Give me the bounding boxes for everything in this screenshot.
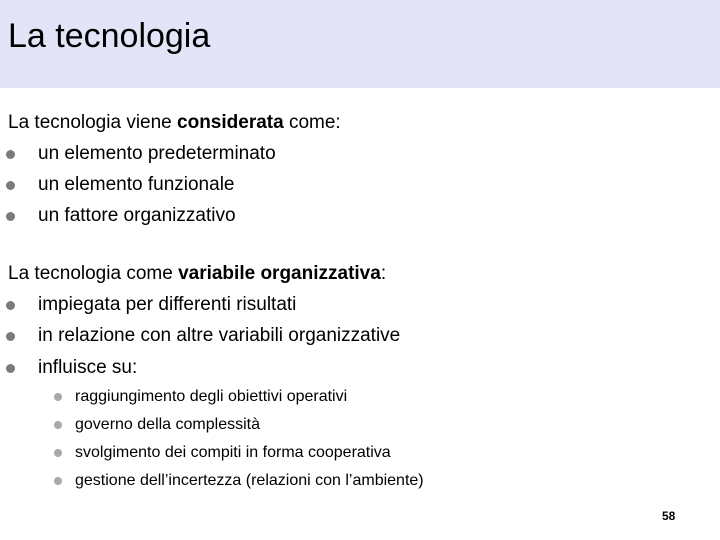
sub-bullet-icon [54, 449, 62, 457]
bullet-icon [6, 332, 15, 341]
section-2-intro-suffix: : [380, 263, 387, 284]
bullet-icon [6, 181, 15, 190]
section-2-intro [8, 262, 386, 286]
sub-item [0, 442, 720, 464]
sub-item [0, 386, 720, 408]
section-1-intro-suffix: come: [283, 112, 341, 133]
page-number: 58 [662, 509, 676, 523]
section-2-item-text: in relazione con altre variabili organizzative [38, 325, 401, 346]
section-2-item [0, 324, 720, 348]
sub-item-text: governo della complessità [75, 416, 260, 433]
section-2-item [0, 356, 720, 380]
section-1-intro [8, 111, 341, 135]
section-2-intro-text: La tecnologia come [8, 263, 179, 284]
section-1-item-text: un elemento predeterminato [38, 143, 276, 164]
section-1-item [0, 204, 720, 228]
sub-item [0, 470, 720, 492]
sub-item [0, 414, 720, 436]
section-2-item-text: impiegata per differenti risultati [38, 294, 297, 315]
sub-bullet-icon [54, 477, 62, 485]
section-1-item [0, 142, 720, 166]
sub-item-text: raggiungimento degli obiettivi operativi [75, 388, 348, 405]
sub-bullet-icon [54, 421, 62, 429]
bullet-icon [6, 150, 15, 159]
section-2-item-text: influisce su: [38, 357, 138, 378]
section-2-intro-emphasis: variabile organizzativa [178, 263, 381, 284]
bullet-icon [6, 212, 15, 221]
slide-title: La tecnologia [8, 17, 211, 55]
sub-item-text: gestione dell’incertezza (relazioni con l’ambiente) [75, 472, 424, 489]
title-band [0, 0, 720, 88]
bullet-icon [6, 301, 15, 310]
section-1-intro-emphasis: considerata [177, 112, 284, 133]
sub-item-text: svolgimento dei compiti in forma cooperativa [75, 444, 391, 461]
section-1-item-text: un elemento funzionale [38, 174, 235, 195]
section-1-item-text: un fattore organizzativo [38, 205, 236, 226]
section-1-intro-text: La tecnologia viene [8, 112, 178, 133]
section-1-item [0, 173, 720, 197]
bullet-icon [6, 364, 15, 373]
sub-bullet-icon [54, 393, 62, 401]
section-2-item [0, 293, 720, 317]
